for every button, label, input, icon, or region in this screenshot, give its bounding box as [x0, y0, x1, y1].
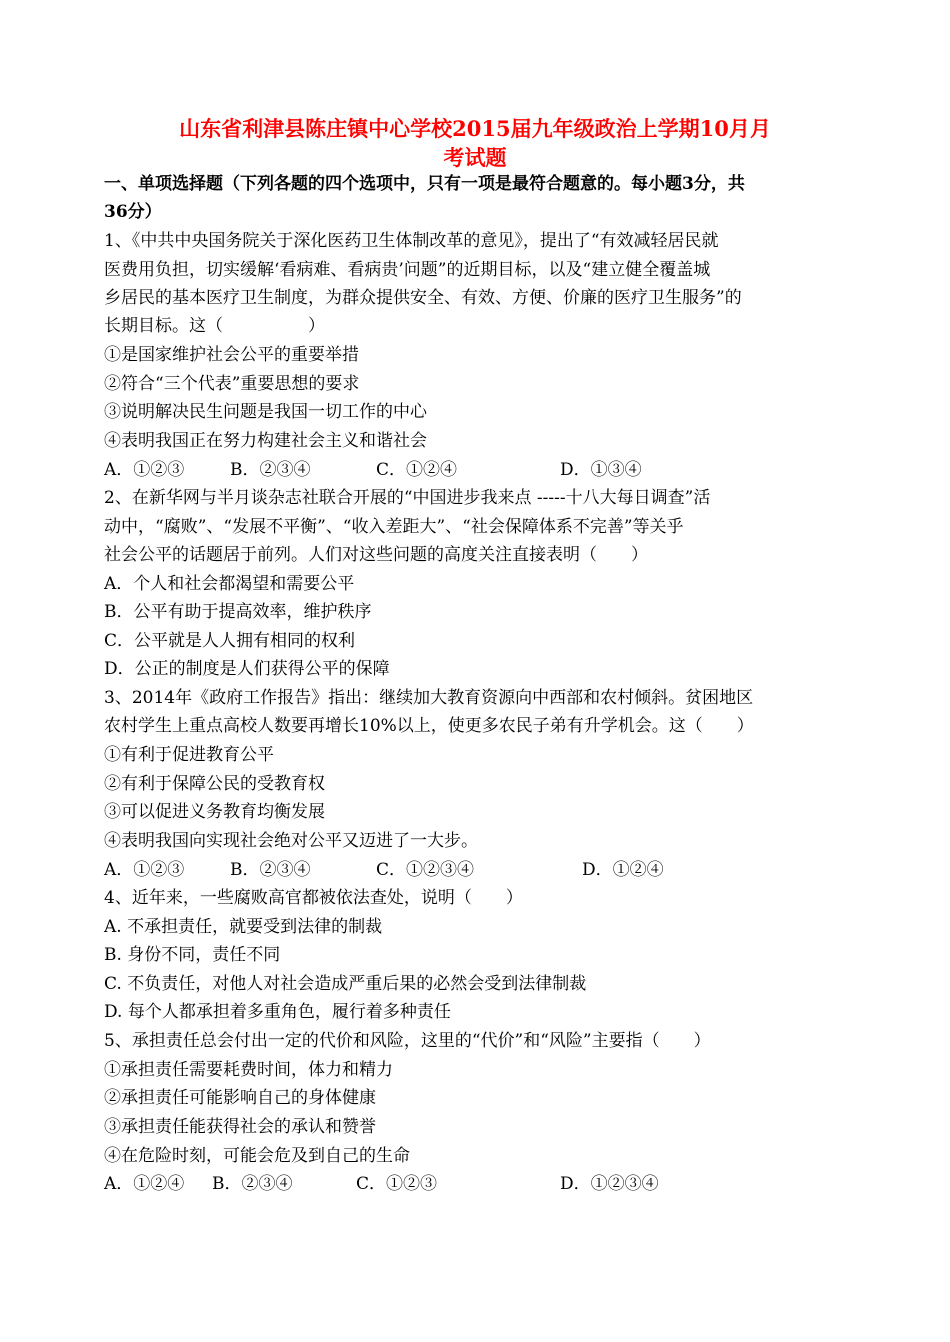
question-3-text-line: 3、2014年《政府工作报告》指出：继续加大教育资源向中西部和农村倾斜。贫困地区 — [104, 688, 754, 708]
question-5-statement: ③承担责任能获得社会的承认和赞誉 — [104, 1117, 376, 1137]
section-heading-line-2: 36分） — [104, 202, 162, 222]
question-4-option-c: C. 不负责任，对他人对社会造成严重后果的必然会受到法律制裁 — [104, 974, 587, 994]
question-3-text-line: 农村学生上重点高校人数要再增长10%以上，使更多农民子弟有升学机会。这（ ） — [104, 716, 754, 736]
exam-title-line-1: 山东省利津县陈庄镇中心学校2015届九年级政治上学期10月月 — [179, 116, 771, 141]
question-2-text-line: 社会公平的话题居于前列。人们对这些问题的高度关注直接表明（ ） — [104, 545, 648, 565]
question-4-option-b: B. 身份不同，责任不同 — [104, 945, 281, 965]
question-1-option-b: B．②③④ — [230, 460, 311, 480]
question-3-statement: ②有利于保障公民的受教育权 — [104, 774, 325, 794]
question-5-statement: ②承担责任可能影响自己的身体健康 — [104, 1088, 376, 1108]
question-4-option-a: A. 不承担责任，就要受到法律的制裁 — [104, 917, 383, 937]
question-5-statement: ④在危险时刻，可能会危及到自己的生命 — [104, 1146, 410, 1166]
question-3-option-a: A．①②③ — [104, 860, 185, 880]
question-1-text-line: 1、《中共中央国务院关于深化医药卫生体制改革的意见》，提出了“有效减轻居民就 — [104, 231, 719, 251]
section-heading-line-1: 一、单项选择题（下列各题的四个选项中，只有一项是最符合题意的。每小题3分，共 — [104, 174, 745, 194]
question-5-option-a: A．①②④ — [104, 1174, 185, 1194]
question-3-statement: ①有利于促进教育公平 — [104, 745, 274, 765]
question-1-option-a: A．①②③ — [104, 460, 185, 480]
question-1-option-d: D．①③④ — [560, 460, 642, 480]
question-1-text-line: 乡居民的基本医疗卫生制度，为群众提供安全、有效、方便、价廉的医疗卫生服务”的 — [104, 288, 742, 308]
question-2-option-c: C．公平就是人人拥有相同的权利 — [104, 631, 356, 651]
question-4-text-line: 4、近年来，一些腐败高官都被依法查处，说明（ ） — [104, 888, 523, 908]
question-2-option-d: D．公正的制度是人们获得公平的保障 — [104, 659, 390, 679]
question-5-option-b: B．②③④ — [212, 1174, 293, 1194]
question-1-statement: ②符合“三个代表”重要思想的要求 — [104, 374, 360, 394]
question-1-statement: ④表明我国正在努力构建社会主义和谐社会 — [104, 431, 427, 451]
question-2-option-a: A．个人和社会都渴望和需要公平 — [104, 574, 355, 594]
question-2-option-b: B．公平有助于提高效率，维护秩序 — [104, 602, 372, 622]
question-3-statement: ④表明我国向实现社会绝对公平又迈进了一大步。 — [104, 831, 478, 851]
question-1-text-line: 医费用负担，切实缓解‘看病难、看病贵’问题”的近期目标，以及“建立健全覆盖城 — [104, 260, 711, 280]
question-5-option-d: D．①②③④ — [560, 1174, 659, 1194]
question-1-statement: ③说明解决民生问题是我国一切工作的中心 — [104, 402, 427, 422]
exam-title-line-2: 考试题 — [443, 145, 507, 170]
question-4-option-d: D. 每个人都承担着多重角色，履行着多种责任 — [104, 1002, 451, 1022]
question-3-option-d: D．①②④ — [582, 860, 664, 880]
question-5-statement: ①承担责任需要耗费时间，体力和精力 — [104, 1060, 393, 1080]
question-5-option-c: C．①②③ — [356, 1174, 438, 1194]
question-3-option-b: B．②③④ — [230, 860, 311, 880]
question-3-statement: ③可以促进义务教育均衡发展 — [104, 802, 325, 822]
question-1-statement: ①是国家维护社会公平的重要举措 — [104, 345, 359, 365]
question-1-option-c: C．①②④ — [376, 460, 458, 480]
question-5-text-line: 5、承担责任总会付出一定的代价和风险，这里的“代价”和“风险”主要指（ ） — [104, 1031, 711, 1051]
question-1-text-line: 长期目标。这（ ） — [104, 316, 325, 336]
question-2-text-line: 2、在新华网与半月谈杂志社联合开展的“中国进步我来点 -----十八大每日调查”活 — [104, 488, 711, 508]
question-3-option-c: C．①②③④ — [376, 860, 475, 880]
question-2-text-line: 动中，“腐败”、“发展不平衡”、“收入差距大”、“社会保障体系不完善”等关乎 — [104, 517, 684, 537]
